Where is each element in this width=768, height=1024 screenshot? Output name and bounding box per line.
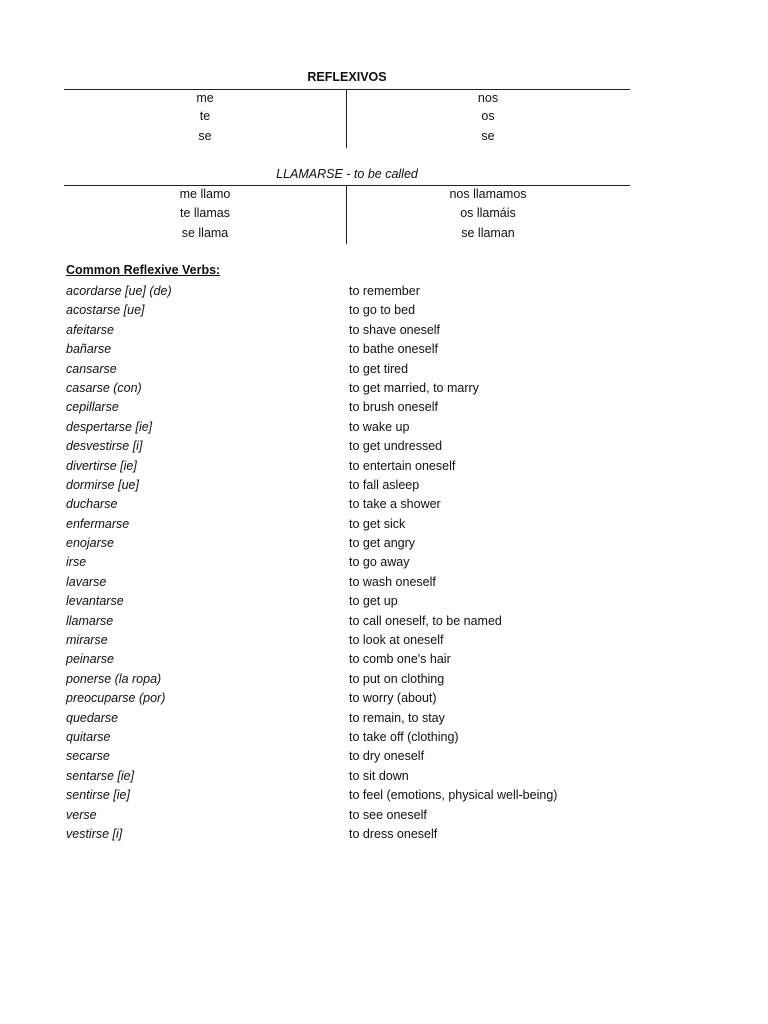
llamarse-singular-2: te llamas — [179, 206, 231, 220]
verb-meaning: to sit down — [349, 768, 409, 783]
list-item — [0, 534, 768, 553]
verb-meaning: to comb one's hair — [349, 652, 451, 667]
verb-meaning: to get angry — [349, 536, 416, 551]
list-item — [0, 631, 768, 650]
list-item — [0, 689, 768, 708]
verb-infinitive: dormirse [ue] — [66, 477, 139, 492]
verb-meaning: to get undressed — [349, 439, 443, 454]
verb-list — [0, 282, 768, 844]
verb-meaning: to get sick — [349, 516, 406, 531]
verb-infinitive: enojarse — [66, 536, 114, 551]
list-item — [0, 301, 768, 320]
reflexivos-plural-1: nos — [477, 91, 499, 105]
verb-infinitive: afeitarse — [66, 322, 114, 337]
verb-infinitive: acordarse [ue] (de) — [66, 284, 172, 298]
list-item — [0, 612, 768, 631]
verb-meaning: to bathe oneself — [349, 342, 438, 357]
verb-meaning: to remain, to stay — [349, 710, 445, 725]
verb-infinitive: sentirse [ie] — [66, 788, 130, 803]
reflexivos-plural-3: se — [481, 129, 495, 143]
list-item — [0, 709, 768, 728]
verb-meaning: to take a shower — [349, 497, 441, 512]
list-item — [0, 670, 768, 689]
verb-infinitive: lavarse — [66, 574, 107, 589]
list-item — [0, 767, 768, 786]
verb-meaning: to dress oneself — [349, 826, 438, 841]
list-item — [0, 786, 768, 805]
verb-infinitive: ducharse — [66, 497, 118, 512]
verb-infinitive: cansarse — [66, 361, 117, 376]
verb-meaning: to get married, to marry — [349, 380, 479, 395]
verb-meaning: to brush oneself — [349, 400, 438, 415]
verb-infinitive: verse — [66, 807, 97, 822]
list-item — [0, 418, 768, 437]
verb-meaning: to look at oneself — [349, 633, 444, 648]
verb-meaning: to fall asleep — [349, 477, 420, 492]
reflexivos-plural-2: os — [481, 109, 495, 123]
list-item — [0, 457, 768, 476]
llamarse-plural-1: nos llamamos — [449, 187, 527, 201]
list-item — [0, 592, 768, 611]
list-item — [0, 747, 768, 766]
llamarse-title: LLAMARSE - to be called — [276, 167, 418, 181]
verb-meaning: to see oneself — [349, 807, 427, 822]
verb-infinitive: llamarse — [66, 613, 114, 628]
verb-meaning: to take off (clothing) — [349, 729, 459, 744]
list-item — [0, 553, 768, 572]
verb-meaning: to remember — [349, 284, 420, 298]
verb-infinitive: acostarse [ue] — [66, 303, 145, 318]
verb-meaning: to go to bed — [349, 303, 416, 318]
common-verbs-heading: Common Reflexive Verbs: — [66, 263, 221, 277]
list-item — [0, 321, 768, 340]
llamarse-plural-2: os llamáis — [460, 206, 516, 220]
verb-infinitive: ponerse (la ropa) — [66, 671, 162, 686]
verb-infinitive: irse — [66, 555, 87, 570]
list-item — [0, 515, 768, 534]
verb-meaning: to feel (emotions, physical well-being) — [349, 788, 558, 803]
verb-meaning: to entertain oneself — [349, 458, 456, 473]
verb-infinitive: bañarse — [66, 342, 112, 357]
verb-meaning: to get tired — [349, 361, 409, 376]
verb-infinitive: enfermarse — [66, 516, 130, 531]
verb-infinitive: secarse — [66, 749, 110, 764]
list-item — [0, 825, 768, 844]
verb-infinitive: levantarse — [66, 594, 124, 609]
list-item — [0, 495, 768, 514]
list-item — [0, 282, 768, 301]
list-item — [0, 806, 768, 825]
list-item — [0, 340, 768, 359]
reflexivos-singular-2: te — [199, 109, 211, 123]
list-item — [0, 360, 768, 379]
llamarse-plural-3: se llaman — [461, 226, 515, 240]
list-item — [0, 379, 768, 398]
list-item — [0, 728, 768, 747]
verb-infinitive: casarse (con) — [66, 380, 142, 395]
reflexivos-singular-1: me — [196, 91, 214, 105]
verb-infinitive: quedarse — [66, 710, 119, 725]
verb-infinitive: desvestirse [i] — [66, 439, 143, 454]
verb-meaning: to get up — [349, 594, 398, 609]
verb-infinitive: despertarse [ie] — [66, 419, 153, 434]
llamarse-singular-1: me llamo — [179, 187, 231, 201]
verb-infinitive: preocuparse (por) — [66, 691, 166, 706]
verb-meaning: to worry (about) — [349, 691, 437, 706]
verb-meaning: to put on clothing — [349, 671, 445, 686]
reflexivos-singular-3: se — [198, 129, 212, 143]
verb-meaning: to shave oneself — [349, 322, 441, 337]
list-item — [0, 650, 768, 669]
verb-meaning: to dry oneself — [349, 749, 425, 764]
verb-meaning: to call oneself, to be named — [349, 613, 502, 628]
list-item — [0, 437, 768, 456]
list-item — [0, 398, 768, 417]
verb-infinitive: mirarse — [66, 633, 108, 648]
verb-meaning: to wake up — [349, 419, 410, 434]
llamarse-singular-3: se llama — [181, 226, 229, 240]
list-item — [0, 476, 768, 495]
list-item — [0, 573, 768, 592]
verb-infinitive: sentarse [ie] — [66, 768, 135, 783]
verb-meaning: to wash oneself — [349, 574, 436, 589]
verb-infinitive: cepillarse — [66, 400, 119, 415]
verb-infinitive: peinarse — [66, 652, 114, 667]
verb-infinitive: vestirse [i] — [66, 826, 123, 841]
verb-meaning: to go away — [349, 555, 410, 570]
verb-infinitive: divertirse [ie] — [66, 458, 137, 473]
verb-infinitive: quitarse — [66, 729, 111, 744]
reflexivos-title: REFLEXIVOS — [307, 70, 387, 84]
